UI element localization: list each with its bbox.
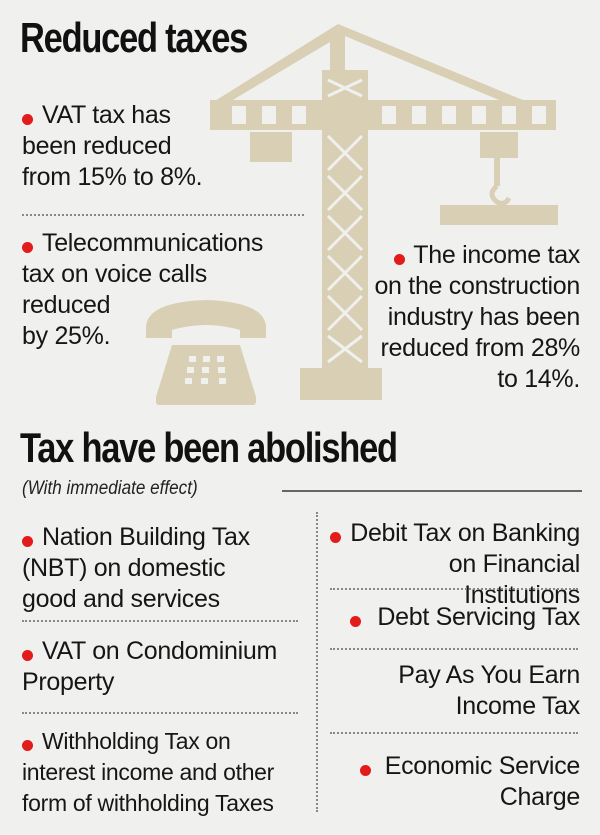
abolished-item-debit-tax: Debit Tax on Banking on Financial Institutions [350, 519, 580, 609]
section-subtitle: (With immediate effect) [22, 478, 198, 499]
reduced-item-construction: The income tax on the construction industry has been reduced from 28% to 14%. [374, 241, 580, 393]
column-divider [316, 512, 318, 812]
telephone-keypad [185, 356, 226, 384]
divider [22, 214, 304, 216]
divider [330, 732, 578, 734]
reduced-item-vat: VAT tax has been reduced from 15% to 8%. [22, 101, 203, 191]
abolished-item-paye: Pay As You Earn Income Tax [398, 661, 580, 720]
reduced-item-telecom: Telecommunications tax on voice calls reduced by 25%. [22, 229, 264, 350]
divider [330, 648, 578, 650]
abolished-item-withholding: Withholding Tax on interest income and other form of withholding Taxes [22, 728, 275, 816]
section-title-reduced-taxes: Reduced taxes [20, 14, 248, 61]
abolished-item-nbt: Nation Building Tax (NBT) on domestic good and services [22, 523, 250, 613]
abolished-item-debt-servicing: Debt Servicing Tax [377, 603, 580, 631]
subtitle-rule [282, 490, 582, 492]
divider [22, 712, 298, 714]
divider [330, 588, 578, 590]
abolished-item-economic-service: Economic Service Charge [384, 752, 580, 811]
abolished-item-vat-condo: VAT on Condominium Property [22, 637, 277, 696]
section-title-abolished: Tax have been abolished [20, 424, 397, 471]
divider [22, 620, 298, 622]
